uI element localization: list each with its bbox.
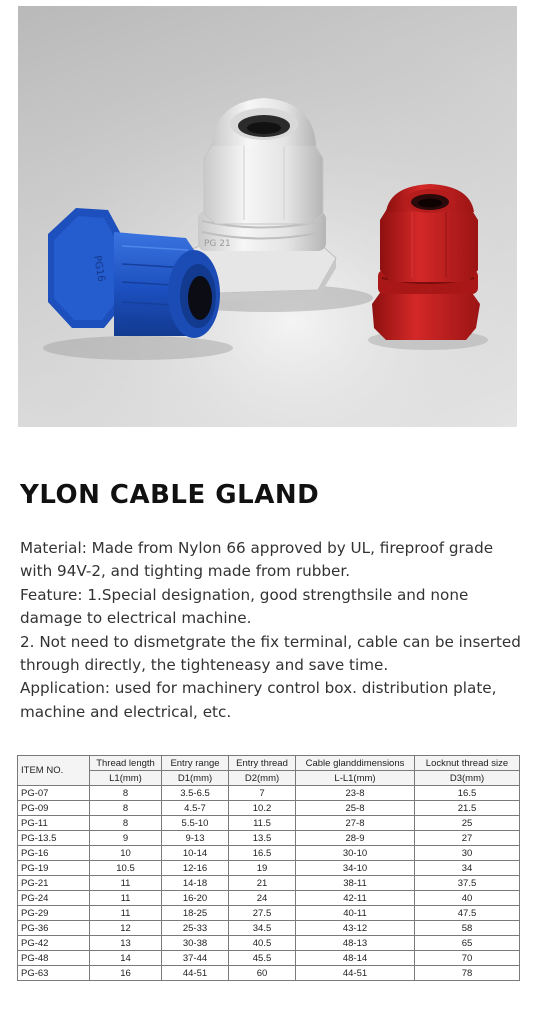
table-cell: 23-8 [296,786,415,801]
table-cell: 37.5 [415,876,520,891]
table-header-row [18,771,520,786]
table-cell: 42-11 [296,891,415,906]
table-cell: 11 [90,876,162,891]
table-row [18,801,520,816]
description-line: damage to electrical machine. [20,609,252,628]
table-cell: 16 [90,966,162,981]
table-cell: 70 [415,951,520,966]
column-unit: D1(mm) [162,771,229,786]
description-line: Feature: 1.Special designation, good strengthsile and none [20,585,469,604]
table-cell: 11 [90,906,162,921]
table-cell: 16-20 [162,891,229,906]
table-row [18,786,520,801]
table-cell: 8 [90,801,162,816]
item-number-cell: PG-24 [18,891,90,906]
table-body [18,786,520,981]
table-cell: 12-16 [162,861,229,876]
table-cell: 44-51 [296,966,415,981]
column-header: Entry range [162,756,229,771]
item-number-cell: PG-48 [18,951,90,966]
table-cell: 21 [229,876,296,891]
item-number-cell: PG-07 [18,786,90,801]
table-row [18,906,520,921]
column-header: Thread length [90,756,162,771]
item-number-cell: PG-29 [18,906,90,921]
table-cell: 40.5 [229,936,296,951]
description-line: through directly, the tighteneasy and save time. [20,656,389,675]
table-cell: 37-44 [162,951,229,966]
table-cell: 14-18 [162,876,229,891]
table-cell: 30-38 [162,936,229,951]
table-cell: 44-51 [162,966,229,981]
cable-glands-illustration [18,6,517,427]
table-cell: 11.5 [229,816,296,831]
table-cell: 28-9 [296,831,415,846]
table-row [18,846,520,861]
table-cell: 10.5 [90,861,162,876]
table-cell: 34 [415,861,520,876]
table-row [18,876,520,891]
table-cell: 25-33 [162,921,229,936]
column-header: Entry thread [229,756,296,771]
table-cell: 27.5 [229,906,296,921]
column-unit: L1(mm) [90,771,162,786]
table-cell: 34.5 [229,921,296,936]
table-cell: 25-8 [296,801,415,816]
table-cell: 13.5 [229,831,296,846]
table-cell: 30-10 [296,846,415,861]
table-cell: 48-14 [296,951,415,966]
description-line: Application: used for machinery control box. distribution plate, [20,679,497,698]
item-number-cell: PG-13.5 [18,831,90,846]
column-header: Cable glanddimensions [296,756,415,771]
table-row [18,891,520,906]
item-number-cell: PG-63 [18,966,90,981]
page-title: YLON CABLE GLAND [20,480,320,510]
product-photo [18,6,517,427]
item-number-cell: PG-36 [18,921,90,936]
table-cell: 60 [229,966,296,981]
product-description [20,537,520,724]
spec-table [17,755,520,981]
column-unit: D2(mm) [229,771,296,786]
table-cell: 16.5 [229,846,296,861]
white-gland-marking: PG 21 [204,239,231,249]
table-cell: 13 [90,936,162,951]
blue-gland-marking: PG16 [91,254,107,283]
table-cell: 58 [415,921,520,936]
table-cell: 27-8 [296,816,415,831]
table-cell: 3.5-6.5 [162,786,229,801]
table-cell: 40-11 [296,906,415,921]
table-row [18,951,520,966]
table-cell: 48-13 [296,936,415,951]
table-cell: 19 [229,861,296,876]
table-cell: 65 [415,936,520,951]
table-cell: 5.5-10 [162,816,229,831]
table-cell: 14 [90,951,162,966]
item-number-cell: PG-42 [18,936,90,951]
table-row [18,936,520,951]
table-cell: 45.5 [229,951,296,966]
table-cell: 25 [415,816,520,831]
description-line: Material: Made from Nylon 66 approved by UL, fireproof grade [20,539,494,557]
table-cell: 8 [90,786,162,801]
table-cell: 16.5 [415,786,520,801]
table-cell: 40 [415,891,520,906]
table-cell: 10.2 [229,801,296,816]
table-cell: 12 [90,921,162,936]
table-row [18,966,520,981]
table-row [18,921,520,936]
column-header: ITEM NO. [18,756,90,786]
table-header-row [18,756,520,771]
table-cell: 34-10 [296,861,415,876]
table-cell: 9 [90,831,162,846]
column-header: Locknut thread size [415,756,520,771]
item-number-cell: PG-19 [18,861,90,876]
table-row [18,816,520,831]
table-cell: 21.5 [415,801,520,816]
description-line: machine and electrical, etc. [20,702,232,721]
table-cell: 10-14 [162,846,229,861]
item-number-cell: PG-16 [18,846,90,861]
red-gland [372,184,480,340]
table-cell: 8 [90,816,162,831]
description-line: 2. Not need to dismetgrate the fix terminal, cable can be inserted [20,632,521,651]
table-cell: 11 [90,891,162,906]
table-cell: 27 [415,831,520,846]
column-unit: L-L1(mm) [296,771,415,786]
table-cell: 10 [90,846,162,861]
table-cell: 47.5 [415,906,520,921]
item-number-cell: PG-21 [18,876,90,891]
table-cell: 38-11 [296,876,415,891]
table-cell: 78 [415,966,520,981]
table-cell: 9-13 [162,831,229,846]
item-number-cell: PG-11 [18,816,90,831]
table-row [18,831,520,846]
table-cell: 24 [229,891,296,906]
table-cell: 4.5-7 [162,801,229,816]
item-number-cell: PG-09 [18,801,90,816]
table-cell: 43-12 [296,921,415,936]
table-cell: 30 [415,846,520,861]
column-unit: D3(mm) [415,771,520,786]
description-line: with 94V-2, and tighting made from rubber. [20,562,351,581]
table-cell: 18-25 [162,906,229,921]
table-cell: 7 [229,786,296,801]
table-row [18,861,520,876]
